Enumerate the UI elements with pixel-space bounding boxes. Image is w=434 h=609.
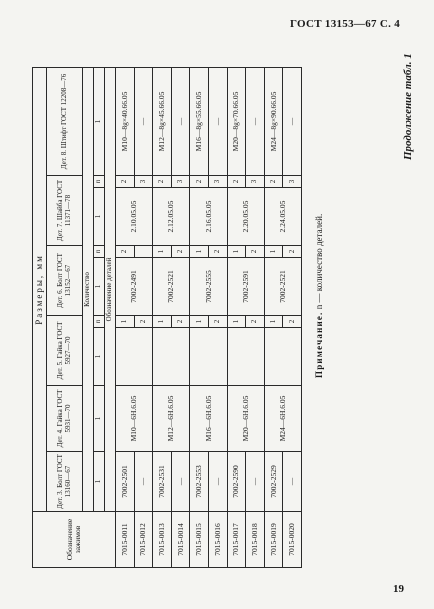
row-det3: 7002-2590 [227, 452, 246, 512]
row-det3: — [171, 452, 190, 512]
q3: 1 [94, 452, 105, 512]
row-designation: 7015-0019 [264, 512, 283, 568]
row-det7: 2.10.05.05 [116, 188, 153, 246]
row-det7: 2.12.05.05 [153, 188, 190, 246]
row-designation: 7015-0020 [283, 512, 302, 568]
row-det4: M12—6H.6.05 [153, 386, 190, 452]
row-det8: M20—8g×70.66.05 [227, 67, 246, 175]
row-det3: 7002-2531 [153, 452, 172, 512]
row-designation: 7015-0013 [153, 512, 172, 568]
row-n5: 1 [264, 316, 283, 328]
row-n7: 2 [116, 176, 135, 188]
det7-header: Дет. 7. Шайба ГОСТ 11371—78 [47, 176, 83, 246]
row-designation: 7015-0012 [134, 512, 153, 568]
row-det7: 2.24.05.05 [264, 188, 301, 246]
row-det5-blank [227, 328, 264, 386]
table-row [116, 67, 135, 567]
table-note [314, 214, 324, 378]
row-n6: 2 [116, 246, 135, 258]
row-det4: M16—6H.6.05 [190, 386, 227, 452]
row-det5-blank [116, 328, 153, 386]
det6-header: Дет. 6. Болт ГОСТ 13152—67 [47, 246, 83, 316]
designation-header: Обозначение зажимов [33, 512, 116, 568]
q7n: n [94, 176, 105, 188]
row-det3: — [208, 452, 227, 512]
row-n5: 2 [171, 316, 190, 328]
parts-header: Обозначение деталей [105, 67, 116, 511]
row-n7: 3 [171, 176, 190, 188]
parts-table-wrapper [32, 68, 302, 568]
row-det5-blank [190, 328, 227, 386]
table-row [134, 67, 153, 567]
row-designation: 7015-0017 [227, 512, 246, 568]
row-n7: 3 [208, 176, 227, 188]
row-det8: M12—8g×45.66.05 [153, 67, 172, 175]
row-n5: 2 [283, 316, 302, 328]
row-det3: — [283, 452, 302, 512]
q4: 1 [94, 386, 105, 452]
row-n6: 2 [283, 246, 302, 258]
row-n5: 1 [116, 316, 135, 328]
page-number: 19 [393, 583, 404, 595]
table-row [190, 67, 209, 567]
row-designation: 7015-0014 [171, 512, 190, 568]
row-det8: — [283, 67, 302, 175]
det4-header: Дет. 4. Гайка ГОСТ 5931—70 [47, 386, 83, 452]
table-row [153, 67, 172, 567]
row-det6: 7002-2555 [190, 258, 227, 316]
q5: 1 [94, 328, 105, 386]
row-det5-blank [153, 328, 190, 386]
row-det8: M16—8g×55.66.05 [190, 67, 209, 175]
row-det8: M10—8g×40.66.05 [116, 67, 135, 175]
table-title: Размеры, мм [33, 67, 47, 511]
note-text: n — количество деталей. [314, 213, 324, 312]
row-n7: 2 [227, 176, 246, 188]
q6n: n [94, 246, 105, 258]
row-det6: 7002-2521 [264, 258, 301, 316]
row-det8: — [171, 67, 190, 175]
row-n5: 2 [134, 316, 153, 328]
row-n6: 1 [264, 246, 283, 258]
row-n6: 1 [153, 246, 172, 258]
row-designation: 7015-0015 [190, 512, 209, 568]
table-row [246, 67, 265, 567]
row-designation: 7015-0011 [116, 512, 135, 568]
q8: 1 [94, 67, 105, 175]
table-row [264, 67, 283, 567]
row-det8: M24—8g×90.66.05 [264, 67, 283, 175]
row-det6: 7002-2521 [153, 258, 190, 316]
row-n7: 3 [246, 176, 265, 188]
row-n6: 1 [190, 246, 209, 258]
det3-header: Дет. 3. Болт ГОСТ 13160—67 [47, 452, 83, 512]
row-det6: 7002-2591 [227, 258, 264, 316]
row-designation: 7015-0016 [208, 512, 227, 568]
row-n5: 1 [190, 316, 209, 328]
table-row [208, 67, 227, 567]
row-n7: 2 [153, 176, 172, 188]
row-det3: — [246, 452, 265, 512]
row-n7: 3 [134, 176, 153, 188]
continuation-label: Продолжение табл. 1 [402, 53, 414, 160]
q6: 1 [94, 258, 105, 316]
row-det8: — [134, 67, 153, 175]
table-row [283, 67, 302, 567]
row-n5: 2 [208, 316, 227, 328]
row-n7: 2 [264, 176, 283, 188]
note-lead: Примечание. [314, 311, 324, 378]
row-n5: 1 [153, 316, 172, 328]
row-designation: 7015-0018 [246, 512, 265, 568]
row-n5: 1 [227, 316, 246, 328]
row-n6 [134, 246, 153, 258]
row-det8: — [208, 67, 227, 175]
row-det8: — [246, 67, 265, 175]
row-det3: 7002-2553 [190, 452, 209, 512]
row-det4: M10—6H.6.05 [116, 386, 153, 452]
table-row [171, 67, 190, 567]
det5-header: Дет. 5. Гайка ГОСТ 5927—70 [47, 316, 83, 386]
row-n6: 2 [246, 246, 265, 258]
row-det5-blank [264, 328, 301, 386]
row-det3: 7002-2529 [264, 452, 283, 512]
row-det3: 7002-2501 [116, 452, 135, 512]
row-n5: 2 [246, 316, 265, 328]
row-det4: M20—6H.6.05 [227, 386, 264, 452]
parts-table [32, 67, 302, 568]
row-n6: 2 [208, 246, 227, 258]
table-row [227, 67, 246, 567]
row-det3: — [134, 452, 153, 512]
row-n6: 2 [171, 246, 190, 258]
row-n7: 3 [283, 176, 302, 188]
quantity-header: Количество [83, 67, 94, 511]
det8-header: Дет. 8. Штифт ГОСТ 12208—76 [47, 67, 83, 175]
row-n7: 2 [190, 176, 209, 188]
row-n6: 1 [227, 246, 246, 258]
row-det7: 2.20.05.05 [227, 188, 264, 246]
gost-header: ГОСТ 13153—67 С. 4 [289, 18, 400, 30]
q5n: n [94, 316, 105, 328]
row-det6: 7002-2491 [116, 258, 153, 316]
row-det7: 2.16.05.05 [190, 188, 227, 246]
q7: 1 [94, 188, 105, 246]
row-det4: M24—6H.6.05 [264, 386, 301, 452]
